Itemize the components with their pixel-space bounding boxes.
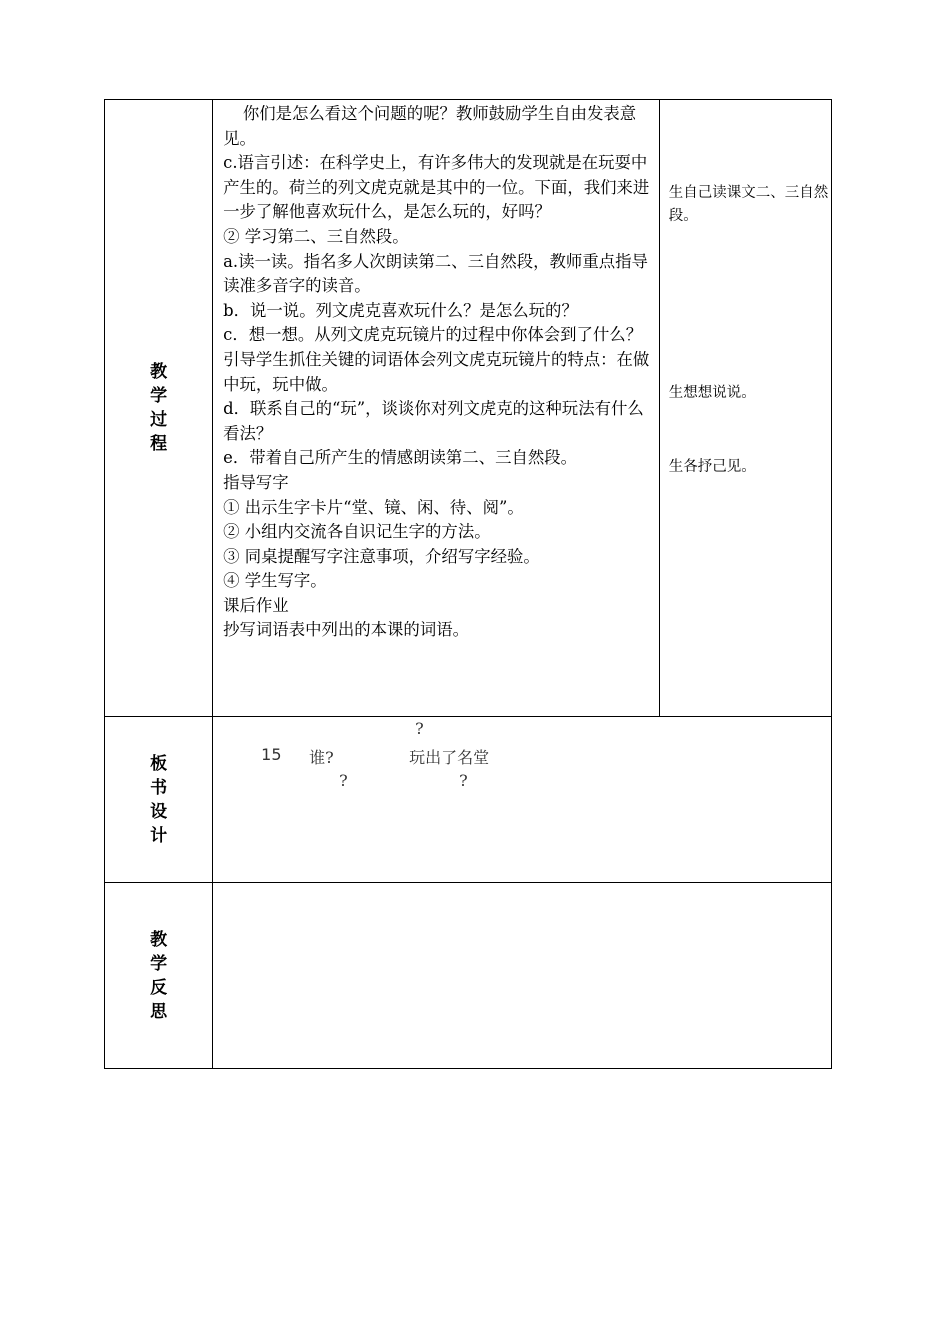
- board-question-mark: ?: [339, 771, 348, 790]
- process-line: c．想一想。从列文虎克玩镜片的过程中你体会到了什么？引导学生抓住关键的词语体会列文虎克玩镜片的特点：在做中玩，玩中做。: [223, 325, 650, 394]
- reflection-label: 教学反思: [150, 929, 168, 1022]
- process-notes-cell: [659, 100, 831, 717]
- board-question-mark: ?: [415, 719, 424, 738]
- process-label-cell: [105, 100, 213, 717]
- process-line: a.读一读。指名多人次朗读第二、三自然段，教师重点指导读准多音字的读音。: [223, 251, 648, 296]
- lesson-plan-table: [104, 99, 832, 1069]
- student-note: 生各抒己见。: [668, 459, 756, 475]
- process-line: b．说一说。列文虎克喜欢玩什么？是怎么玩的？: [223, 300, 578, 320]
- lesson-number: 15: [261, 745, 282, 764]
- process-label: 教学过程: [150, 362, 168, 454]
- process-line: ② 小组内交流各自识记生字的方法。: [223, 522, 491, 542]
- process-line: ④ 学生写字。: [223, 571, 327, 591]
- process-line: c.语言引述：在科学史上，有许多伟大的发现就是在玩耍中产生的。荷兰的列文虎克就是其中的一位。下面，我们来进一步了解他喜欢玩什么，是怎么玩的，好吗？: [223, 153, 650, 222]
- process-line: 课后作业: [223, 595, 289, 615]
- process-line: 指导写字: [223, 472, 289, 492]
- reflection-label-cell: [105, 883, 213, 1069]
- board-label-cell: [105, 717, 213, 883]
- board-design-cell: [213, 717, 832, 883]
- process-line: d．联系自己的“玩”，谈谈你对列文虎克的这种玩法有什么看法？: [223, 399, 644, 443]
- process-line: e．带着自己所产生的情感朗读第二、三自然段。: [223, 448, 578, 468]
- board-who: 谁?: [309, 748, 334, 767]
- process-text: [213, 100, 659, 716]
- board-label: 板书设计: [150, 753, 168, 846]
- student-note: 生想想说说。: [668, 385, 756, 401]
- process-row: [105, 100, 832, 717]
- process-line: ② 学习第二、三自然段。: [223, 226, 409, 246]
- student-note: 生自己读课文二、三自然段。: [668, 185, 829, 224]
- board-question-mark: ?: [459, 771, 468, 790]
- board-row: [105, 717, 832, 883]
- reflection-row: [105, 883, 832, 1069]
- process-line: ③ 同桌提醒写字注意事项，介绍写字经验。: [223, 546, 540, 566]
- reflection-content-cell[interactable]: [213, 883, 832, 1069]
- process-line: 抄写词语表中列出的本课的词语。: [223, 620, 469, 640]
- process-content-cell: [213, 100, 660, 717]
- process-line: 你们是怎么看这个问题的呢？教师鼓励学生自由发表意见。: [223, 104, 637, 148]
- process-line: ① 出示生字卡片“堂、镜、闲、待、阅”。: [223, 497, 524, 517]
- board-title: 玩出了名堂: [409, 748, 490, 767]
